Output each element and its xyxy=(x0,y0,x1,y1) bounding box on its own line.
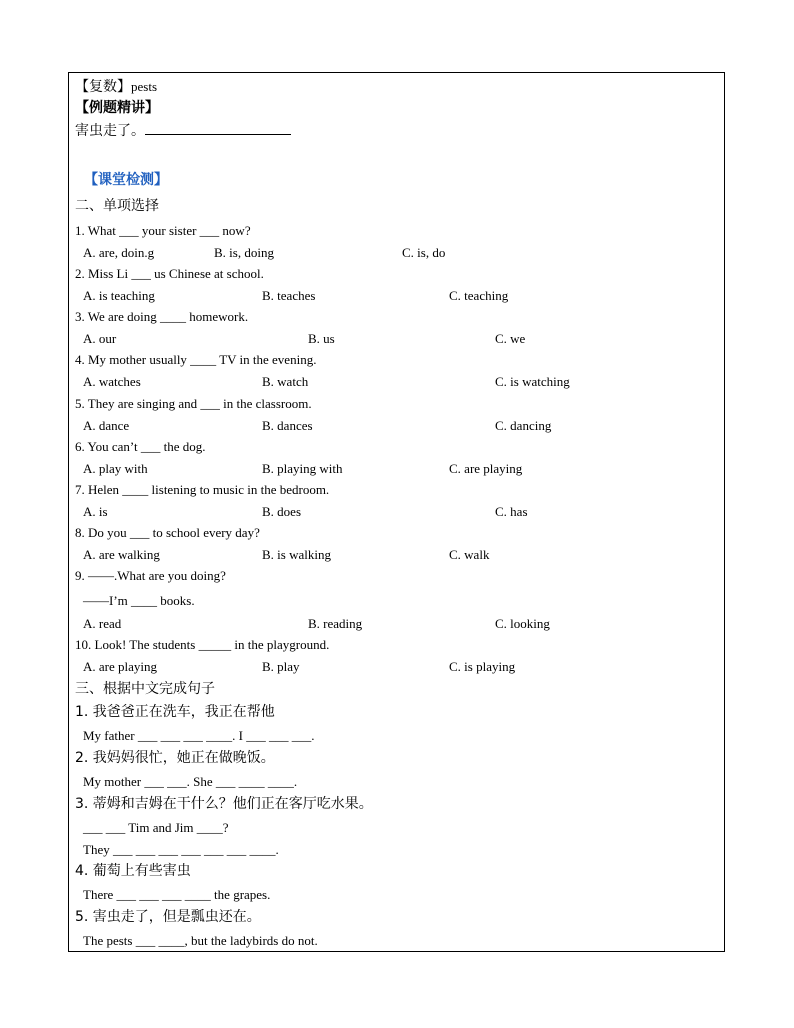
translation-1-chinese: 1. 我爸爸正在洗车，我正在帮他 xyxy=(75,704,275,720)
q6-option-a: A. play with xyxy=(83,461,148,476)
q5-option-a: A. dance xyxy=(83,418,130,433)
q5-option-b: B. dances xyxy=(262,418,313,433)
q7-option-b: B. does xyxy=(262,504,301,519)
q2-option-c: C. teaching xyxy=(449,288,509,303)
q2-option-a: A. is teaching xyxy=(83,288,155,303)
question-6: 6. You can’t ___ the dog. xyxy=(75,439,206,454)
question-3: 3. We are doing ____ homework. xyxy=(75,309,249,324)
question-1: 1. What ___ your sister ___ now? xyxy=(75,223,251,238)
translation-5-chinese: 5. 害虫走了，但是瓢虫还在。 xyxy=(75,909,261,925)
question-7: 7. Helen ____ listening to music in the bedroom. xyxy=(75,482,330,497)
q7-option-c: C. has xyxy=(495,504,528,519)
answer-blank xyxy=(145,122,291,135)
translation-3-english-answer: They ___ ___ ___ ___ ___ ___ ____. xyxy=(83,842,279,857)
q6-option-b: B. playing with xyxy=(262,461,343,476)
q3-option-b: B. us xyxy=(308,331,335,346)
translation-4-chinese: 4. 葡萄上有些害虫 xyxy=(75,863,191,879)
translation-2-english: My mother ___ ___. She ___ ____ ____. xyxy=(83,774,298,789)
q1-option-a: A. are, doin.g xyxy=(83,245,155,260)
q9-option-b: B. reading xyxy=(308,616,363,631)
question-10: 10. Look! The students _____ in the playground. xyxy=(75,637,330,652)
question-9: 9. ——.What are you doing? xyxy=(75,568,226,583)
q8-option-c: C. walk xyxy=(449,547,490,562)
translation-1-english: My father ___ ___ ___ ____. I ___ ___ ___. xyxy=(83,728,315,743)
review-line xyxy=(75,78,157,96)
q9-option-c: C. looking xyxy=(495,616,550,631)
q2-option-b: B. teaches xyxy=(262,288,316,303)
question-5: 5. They are singing and ___ in the classroom. xyxy=(75,396,312,411)
question-8: 8. Do you ___ to school every day? xyxy=(75,525,260,540)
q4-option-c: C. is watching xyxy=(495,374,570,389)
check-heading: 【课堂检测】 xyxy=(84,172,168,188)
translation-3-english: ___ ___ Tim and Jim ____? xyxy=(83,820,229,835)
translation-2-chinese: 2. 我妈妈很忙，她正在做晚饭。 xyxy=(75,750,275,766)
q10-option-b: B. play xyxy=(262,659,300,674)
q1-option-c: C. is, do xyxy=(402,245,446,260)
example-line xyxy=(75,122,291,140)
example-heading: 【例题精讲】 xyxy=(75,100,159,116)
q3-option-a: A. our xyxy=(83,331,117,346)
q8-option-a: A. are walking xyxy=(83,547,160,562)
q3-option-c: C. we xyxy=(495,331,526,346)
section-3-title: 三、根据中文完成句子 xyxy=(75,681,215,697)
section-2-title: 二、单项选择 xyxy=(75,198,159,214)
review-word: pests xyxy=(131,79,157,94)
q4-option-a: A. watches xyxy=(83,374,141,389)
q10-option-a: A. are playing xyxy=(83,659,158,674)
q10-option-c: C. is playing xyxy=(449,659,516,674)
question-9-response: ——I’m ____ books. xyxy=(83,593,195,608)
q8-option-b: B. is walking xyxy=(262,547,331,562)
q1-option-b: B. is, doing xyxy=(214,245,274,260)
question-4: 4. My mother usually ____ TV in the evening. xyxy=(75,352,317,367)
review-bracket: 【复数】 xyxy=(75,79,131,95)
q7-option-a: A. is xyxy=(83,504,108,519)
translation-3-chinese: 3. 蒂姆和吉姆在干什么？他们正在客厅吃水果。 xyxy=(75,796,373,812)
example-sentence: 害虫走了。 xyxy=(75,123,145,139)
question-2: 2. Miss Li ___ us Chinese at school. xyxy=(75,266,264,281)
q6-option-c: C. are playing xyxy=(449,461,523,476)
translation-5-english: The pests ___ ____, but the ladybirds do not. xyxy=(83,933,318,948)
q9-option-a: A. read xyxy=(83,616,122,631)
q5-option-c: C. dancing xyxy=(495,418,552,433)
q4-option-b: B. watch xyxy=(262,374,309,389)
translation-4-english: There ___ ___ ___ ____ the grapes. xyxy=(83,887,271,902)
